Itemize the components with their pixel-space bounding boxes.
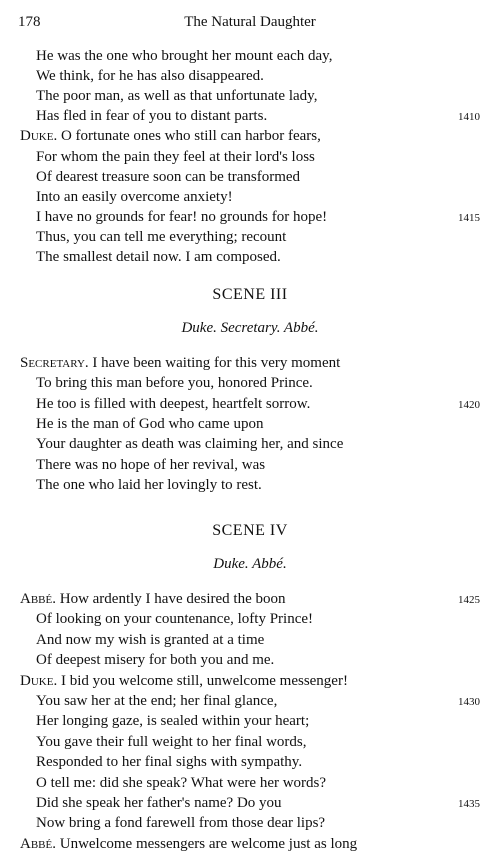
line-number: 1410 [458, 111, 480, 124]
scene-characters: Duke. Abbé. [213, 556, 287, 572]
line-text: Of looking on your countenance, lofty Prince! [36, 611, 314, 628]
scene-title: SCENE III [212, 286, 288, 303]
line-number: 1435 [458, 798, 480, 810]
line-text: Your daughter as death was claiming her, and since [36, 436, 344, 453]
line-number: 1415 [458, 211, 480, 224]
line-text: Responded to her final sighs with sympathy. [36, 754, 303, 771]
page-number: 178 [18, 14, 41, 30]
line-text: The poor man, as well as that unfortunate lady, [36, 88, 318, 105]
speech-text: O fortunate ones who still can harbor fears, [60, 128, 321, 145]
line-text: You gave their full weight to her final words, [36, 733, 307, 750]
line-text: For whom the pain they feel at their lord's loss [36, 148, 315, 165]
line-text: Has fled in fear of you to distant parts. [36, 108, 268, 125]
line-number: 1420 [458, 398, 480, 411]
line-text: Abbé. Unwelcome messengers are welcome just as long [20, 835, 358, 852]
line-text: He was the one who brought her mount each day, [36, 48, 333, 64]
line-text: Into an easily overcome anxiety! [36, 188, 233, 205]
line-text: And now my wish is granted at a time [36, 631, 265, 648]
line-text: Now bring a fond farewell from those dear lips? [36, 815, 326, 832]
speech-text: How ardently I have desired the boon [59, 591, 286, 607]
scene-characters: Duke. Secretary. Abbé. [181, 320, 319, 336]
line-text: Of dearest treasure soon can be transformed [36, 168, 301, 185]
line-text: O tell me: did she speak? What were her words? [36, 774, 327, 791]
speaker-name: Duke [20, 672, 54, 689]
line-text: The one who laid her lovingly to rest. [36, 476, 262, 493]
page-header [0, 14, 500, 34]
line-text: There was no hope of her revival, was [36, 456, 266, 473]
line-text: Thus, you can tell me everything; recount [36, 228, 287, 245]
speech-text: I have been waiting for this very moment [92, 355, 341, 371]
line-text: Duke. I bid you welcome still, unwelcome messenger! [20, 672, 348, 689]
line-text: You saw her at the end; her final glance, [36, 693, 278, 709]
line-text: Abbé. How ardently I have desired the boon [20, 591, 286, 607]
line-number: 1425 [458, 594, 480, 606]
speech-text: Unwelcome messengers are welcome just as long [59, 835, 358, 852]
line-text: Did she speak her father's name? Do you [36, 795, 282, 811]
line-text: Duke. O fortunate ones who still can harbor fears, [20, 128, 321, 145]
scene-title: SCENE IV [212, 522, 288, 539]
line-number: 1430 [458, 696, 480, 708]
line-text: Of deepest misery for both you and me. [36, 652, 275, 669]
line-text: He is the man of God who came upon [36, 415, 264, 432]
line-text: We think, for he has also disappeared. [36, 68, 264, 85]
line-text: He too is filled with deepest, heartfelt sorrow. [36, 395, 311, 412]
running-title: The Natural Daughter [184, 14, 316, 30]
line-text: To bring this man before you, honored Prince. [36, 375, 313, 392]
speaker-name: Duke [20, 128, 54, 145]
line-text: Secretary. I have been waiting for this very moment [20, 355, 341, 371]
speaker-name: Abbé [20, 835, 53, 852]
line-text: The smallest detail now. I am composed. [36, 249, 281, 265]
line-text: Her longing gaze, is sealed within your heart; [36, 713, 310, 730]
speaker-name: Secretary [20, 355, 85, 371]
speaker-name: Abbé [20, 591, 53, 607]
speech-text: I bid you welcome still, unwelcome messenger! [60, 672, 348, 689]
line-text: I have no grounds for fear! no grounds for hope! [36, 208, 328, 225]
